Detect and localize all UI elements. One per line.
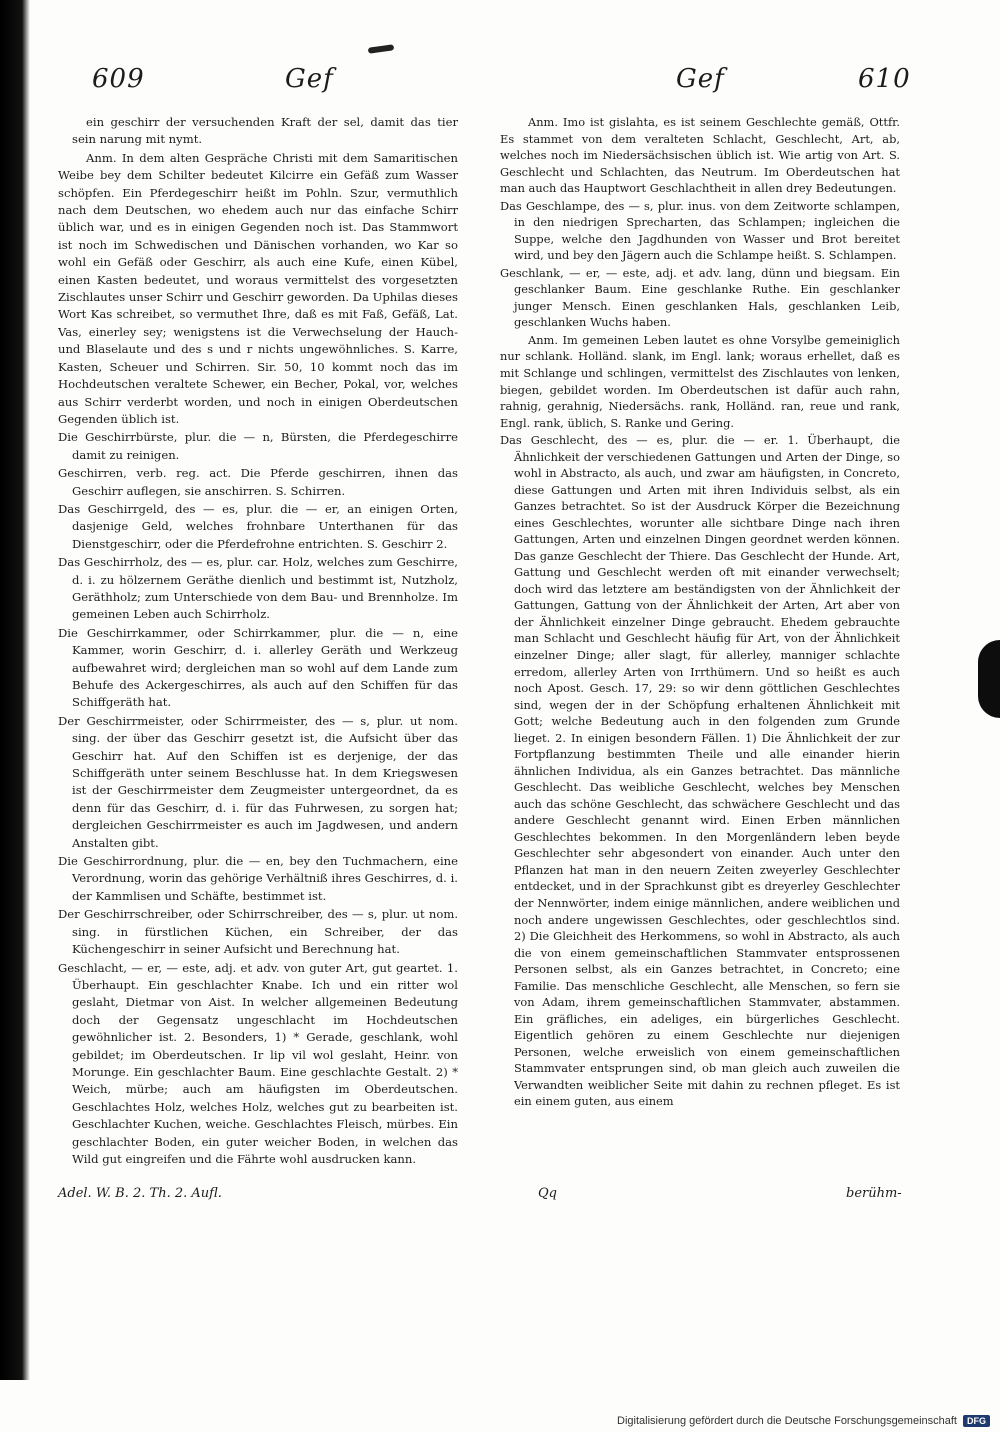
funding-text: Digitalisierung gefördert durch die Deutsche Forschungsgemeinschaft — [617, 1415, 957, 1427]
dictionary-entry: ein geschirr der versuchenden Kraft der sel, damit das tier sein narung mit nymt. — [72, 115, 458, 147]
dictionary-entry: Die Geschirrordnung, plur. die — en, bey den Tuchmachern, eine Verordnung, worin das gehörige Verhältniß ihres Geschirres, d. i. der Kammlisen und Schäfte, bestimmet ist. — [58, 854, 458, 903]
dictionary-entry: Geschlacht, — er, — este, adj. et adv. von guter Art, gut geartet. 1. Überhaupt. Ein geschlachter Knabe. Ich und ein ritter wol geslaht, Dietmar von Aist. In welcher allgemeinen Bedeutung doch der Gegensatz ungeschlacht im Hochdeutschen gewöhnlicher ist. 2. Besonders, 1) * Gerade, geschlank, wohl gebildet; im Oberdeutschen. Ir lip vil wol geslaht, Heinr. von Morunge. Ein geschlachter Baum. Eine geschlachte Gestalt. 2) * Weich, mürbe; auch am häufigsten im Oberdeutschen. Geschlachtes Holz, welches Holz, welches gut zu bearbeiten ist. Geschlachter Kuchen, weiche. Geschlachtes Fleisch, mürbes. Ein geschlachter Boden, ein guter weicher Boden, in welchen das Wild gut eingreifen und die Fährte wohl ausdrucken kann. — [58, 960, 458, 1166]
dictionary-entry: Der Geschirrschreiber, oder Schirrschreiber, des — s, plur. ut nom. sing. in fürstlichen Küchen, ein Schreiber, der das Küchengeschirr in seiner Aufsicht und Berechnung hat. — [58, 907, 458, 957]
dictionary-entry: Das Geschlampe, des — s, plur. inus. von dem Zeitworte schlampen, in den niedrigen Sprecharten, das Schlampen; ingleichen die Suppe, welche den Jagdhunden von Wasser und Brot bereitet wird, und bey den Jägern auch die Schlampe heißt. S. Schlampen. — [500, 198, 900, 263]
scan-binding-edge — [0, 0, 30, 1380]
dfg-logo: DFG — [963, 1415, 990, 1427]
left-running-head: Gef — [285, 64, 334, 94]
dictionary-entry: Das Geschlecht, des — es, plur. die — er. 1. Überhaupt, die Ähnlichkeit der verschiedenen Gattungen und Arten der Dinge, so wohl in Abstracto, als auch, und zwar am häufigsten, in Concreto, diese Gattungen und Arten mit ihren Individuis selbst, als ein Ganzes betrachtet. So ist der Ausdruck Körper die Bezeichnung eines Geschlechtes, worunter alle sichtbare Dinge nach ihren Gattungen, Arten und einzelnen Dingen geordnet werden können. Das ganze Geschlecht der Thiere. Das Geschlecht der Hunde. Art, Gattung und Geschlecht werden oft mit einander verwechselt; doch wird das letztere am beständigsten von der Ähnlichkeit der Gattungen, Gattung von der Ähnlichkeit der Arten, Art aber von der Ähnlichkeit einzelner Dinge gebraucht. Ehedem gebrauchte man Schlacht und Geschlecht häufig für Art, von der Ähnlichkeit einzelner Dinge; aller slagt, für allerley, manniger schlachte erredom, allerley Arten von Irrthümern. Und so heißt es auch noch Apost. Gesch. 17, 29: so wir denn göttlichen Geschlechtes sind, wegen der in der Schöpfung erhaltenen Ähnlichkeit mit Gott; welche Bedeutung auch in den folgenden zum Grunde lieget. 2. In einigen besondern Fällen. 1) Die Ähnlichkeit der zur Fortpflanzung bestimmten Theile und alle einander hierin ähnlichen Individua, als ein Ganzes betrachtet. Das männliche Geschlecht. Das weibliche Geschlecht, welches bey Menschen auch das schöne Geschlecht, das schwächere Geschlecht und das andere Geschlecht genannt wird. Einen Erben männlichen Geschlechtes bekommen. In den Morgenländern leben beyde Geschlechter sehr abgesondert von einander. Auch unter den Pflanzen hat man in den neuern Zeiten zweyerley Geschlechter entdecket, und in der Sprachkunst gibt es dreyerley Geschlechter der Nennwörter, indem einige männlichen, andere weiblichen und noch andere ungewissen Geschlechtes, oder geschlechtlos sind. 2) Die Gleichheit des Herkommens, so wohl in Abstracto, als auch die von einem gemeinschaftlichen Stammvater entsprossenen Personen selbst, als ein Ganzes betrachtet, in Concreto; eine Familie. Das menschliche Geschlecht, alle Menschen, so fern sie von Adam, ihrem gemeinschaftlichen Stammvater, abstammen. Ein gräfliches, ein adeliges, ein bürgerliches Geschlecht. Eigentlich gehören zu einem Geschlechte nur diejenigen Personen, welche erweislich von einem gemeinschaftlichen Stammvater entsprungen sind, ob man gleich auch zuweilen die Verwandten weiblicher Seite mit dahin zu rechnen pfleget. Es ist ein einem guten, aus einem — [500, 433, 900, 1109]
dictionary-entry: Das Geschirrgeld, des — es, plur. die — er, an einigen Orten, dasjenige Geld, welches frohnbare Unterthanen für das Dienstgeschirr, oder die Pferdefrohne entrichten. S. Geschirr 2. — [58, 501, 458, 551]
scan-blot — [978, 640, 1000, 718]
signature-line: Adel. W. B. 2. Th. 2. Aufl. — [58, 1186, 222, 1201]
right-running-head: Gef — [676, 64, 725, 94]
annotation-paragraph: Anm. Imo ist gislahta, es ist seinem Geschlechte gemäß, Ottfr. Es stammet von dem veralteten Schlacht, Geschlecht, Art, ab, welches noch im Niedersächsischen üblich ist. Wie artig von Art. S. Geschlecht und Schlachten, das Neutrum. Im Oberdeutschen hat man auch das Hauptwort Geschlachtheit in allen drey Bedeutungen. — [500, 115, 900, 196]
dictionary-entry: Die Geschirrkammer, oder Schirrkammer, plur. die — n, eine Kammer, worin Geschirr, d. i. allerley Geräth und Werkzeug aufbewahret wird; dergleichen man so wohl auf dem Lande zum Behufe des Ackergeschirres, als auch auf den Schiffen für das Schiffgeräth hat. — [58, 625, 458, 710]
left-column — [58, 114, 458, 1169]
catchword: berühm- — [846, 1186, 902, 1201]
signature-mark: Qq — [538, 1186, 557, 1201]
ink-mark — [368, 44, 395, 54]
annotation-paragraph: Anm. Im gemeinen Leben lautet es ohne Vorsylbe gemeiniglich nur schlank. Holländ. slank, im Engl. lank; woraus erhellet, daß es mit Schlange und schlingen, vermittelst des Zischlautes von lenken, biegen, gebildet worden. Im Oberdeutschen ist dafür auch rahn, rahnig, gerahnig, Niedersächs. rank, Holländ. ran, reue und rank, Engl. rank, üblich, S. Ranke und Gering. — [500, 332, 900, 430]
dictionary-entry: Geschlank, — er, — este, adj. et adv. lang, dünn und biegsam. Ein geschlanker Baum. Eine geschlanke Ruthe. Ein geschlanker junger Mensch. Einen geschlanken Hals, geschlanken Leib, geschlanken Wuchs haben. — [500, 265, 900, 330]
right-column — [500, 114, 900, 1111]
left-page-number: 609 — [92, 64, 145, 94]
dictionary-entry: Das Geschirrholz, des — es, plur. car. Holz, welches zum Geschirre, d. i. zu hölzernem Geräthe dienlich und bestimmt ist, Nutzholz, Geräthholz; zum Unterschiede von dem Bau- und Brennholze. Im gemeinen Leben auch Schirrholz. — [58, 555, 458, 622]
funding-note — [617, 1413, 990, 1429]
annotation-paragraph: Anm. In dem alten Gespräche Christi mit dem Samaritischen Weibe bey dem Schilter bedeutet Kilcirre ein Gefäß zum Wasser schöpfen. Ein Pferdegeschirr heißt im Pohln. Szur, vermuthlich nach dem Deutschen, wo ehedem auch nur das einfache Schirr üblich war, und es in einigen Gegenden noch ist. Das Stammwort ist noch im Schwedischen und Dänischen vorhanden, wo Kar so wohl ein Gefäß oder Geschirr, als auch eine Kufe, einen Kübel, einen Kasten bedeutet, und woraus vermittelst des vorgesetzten Zischlautes unser Schirr und Geschirr geworden. Da Uphilas dieses Wort Kas schreibet, so vermuthet Ihre, daß es mit Faß, Gefäß, Lat. Vas, einerley sey; wenigstens ist die Verwechselung der Hauch- und Blaselaute und des s und r nichts ungewöhnliches. S. Karre, Kasten, Scheuer und Schirren. Sir. 50, 10 kommt noch das im Hochdeutschen veraltete Schewer, ein Becher, Pokal, vor, welches aus Schirr verderbt worden, und noch in einigen Oberdeutschen Gegenden üblich ist. — [58, 150, 458, 426]
dictionary-entry: Der Geschirrmeister, oder Schirrmeister, des — s, plur. ut nom. sing. der über das Geschirr gesetzt ist, die Aufsicht über das Geschirr hat. Auf den Schiffen ist es derjenige, der das Schiffgeräth unter seinem Beschlusse hat. In dem Kriegswesen ist der Geschirrmeister dem Zeugmeister untergeordnet, da es denn für das Geschirr, d. i. für das Fuhrwesen, zu sorgen hat; dergleichen Geschirrmeister es auch im Jagdwesen, und andern Anstalten gibt. — [58, 713, 458, 850]
right-page-number: 610 — [858, 64, 911, 94]
dictionary-entry: Die Geschirrbürste, plur. die — n, Bürsten, die Pferdegeschirre damit zu reinigen. — [58, 430, 458, 462]
dictionary-entry: Geschirren, verb. reg. act. Die Pferde geschirren, ihnen das Geschirr auflegen, sie anschirren. S. Schirren. — [58, 466, 458, 498]
